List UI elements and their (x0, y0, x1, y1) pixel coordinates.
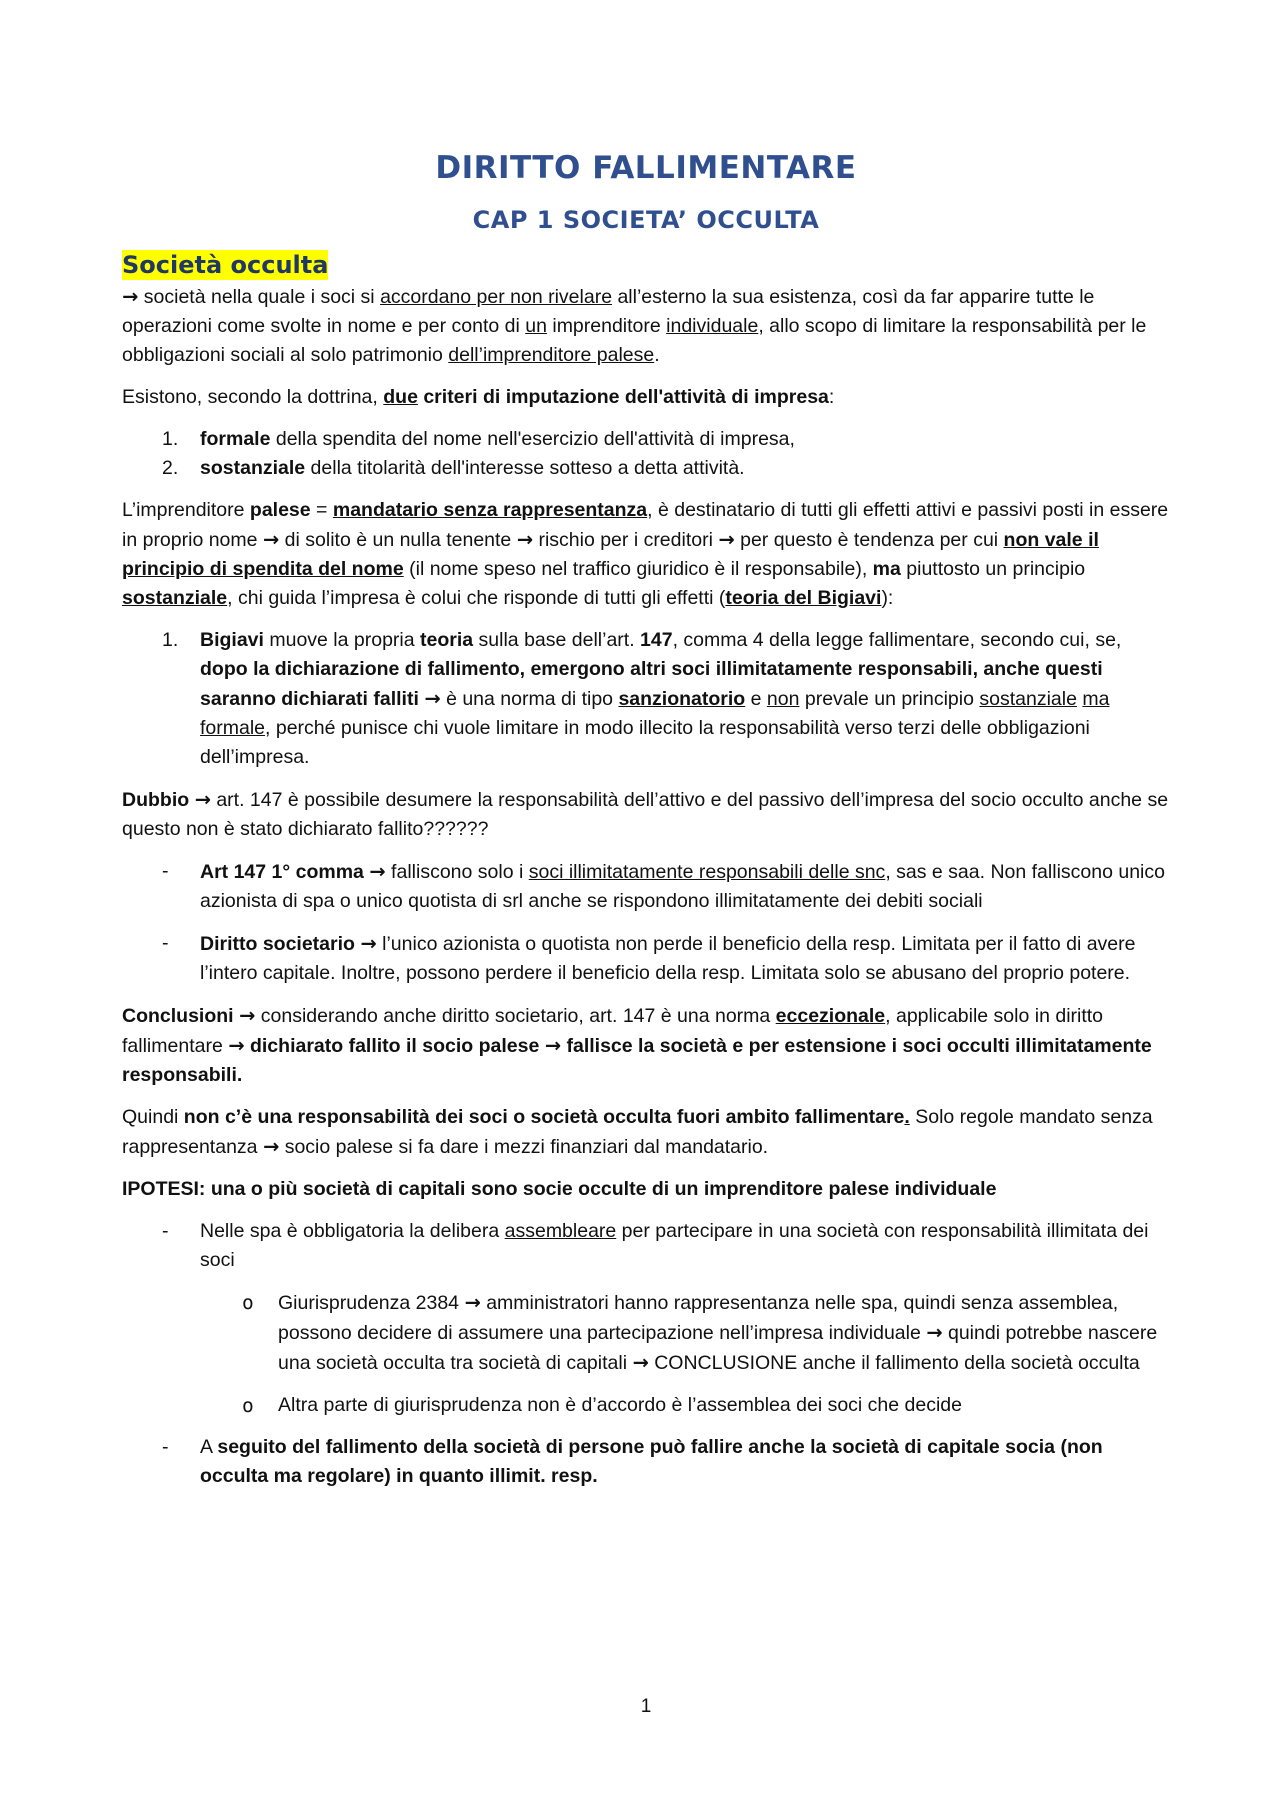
definition-paragraph: → società nella quale i soci si accordano per non rivelare all’esterno la sua esistenza, così da far apparire tutte le operazioni come svolte in nome e per conto di un imprenditore individuale, allo scopo di limitare la responsabilità per le obbligazioni sociali al solo patrimonio dell’imprenditore palese. (122, 285, 1147, 366)
dash-list (122, 857, 1170, 988)
arrow-right-icon: → (632, 1351, 649, 1374)
dubbio-paragraph: Dubbio → art. 147 è possibile desumere la responsabilità dell’attivo e del passivo dell’impresa del socio occulto anche se questo non è stato dichiarato fallito?????? (122, 788, 1169, 840)
arrow-right-icon: → (926, 1321, 943, 1344)
list-item: - A seguito del fallimento della società di persone può fallire anche la società di capitale socia (non occulta ma regolare) in quanto illimit. resp. (162, 1436, 1103, 1487)
arrow-right-icon: → (122, 285, 139, 308)
arrow-right-icon: → (369, 860, 386, 883)
list-item: - Nelle spa è obbligatoria la delibera assembleare per partecipare in una società con responsabilità illimitata dei soci o Giurisprudenza 2384 → amministratori hanno rappresentanza nelle spa, quindi senza assemblea, possono decidere di assumere una partecipazione nell’impresa individuale → quindi potrebbe nascere una società occulta tra società di capitali → CONCLUSIONE anche il fallimento della società occulta o Altra parte di giurisprudenza non è d’accordo è l’assemblea dei soci che decide (122, 1217, 1170, 1420)
arrow-right-icon: → (228, 1034, 245, 1057)
list-item: 2. sostanziale della titolarità dell'interesse sotteso a detta attività. (162, 457, 745, 479)
document-body (122, 250, 1170, 1504)
arrow-right-icon: → (718, 528, 735, 551)
conclusioni-paragraph: Conclusioni → considerando anche diritto societario, art. 147 è una norma eccezionale, applicabile solo in diritto fallimentare → dichiarato fallito il socio palese → fallisce la società e per estensione i soci occulti illimitatamente responsabili. (122, 1004, 1152, 1086)
list-item: - Diritto societario → l’unico azionista o quotista non perde il beneficio della resp. Limitata per il fatto di avere l’intero capitale. Inoltre, possono perdere il beneficio della resp. Limitata solo se abusano del proprio potere. (162, 932, 1136, 984)
document-title: DIRITTO FALLIMENTARE (435, 150, 857, 186)
arrow-right-icon: → (262, 528, 280, 551)
arrow-right-icon: → (262, 1135, 280, 1158)
arrow-right-icon: → (516, 528, 534, 551)
page-number: 1 (640, 1696, 652, 1717)
ipotesi-paragraph: IPOTESI: una o più società di capitali sono socie occulte di un imprenditore palese individuale (122, 1178, 997, 1200)
arrow-right-icon: → (239, 1004, 256, 1027)
chapter-subtitle: CAP 1 SOCIETA’ OCCULTA (472, 206, 820, 234)
sub-list-item: o Giurisprudenza 2384 → amministratori hanno rappresentanza nelle spa, quindi senza assemblea, possono decidere di assumere una partecipazione nell’impresa individuale → quindi potrebbe nascere una società occulta tra società di capitali → CONCLUSIONE anche il fallimento della società occulta (242, 1291, 1158, 1374)
list-item: 1. formale della spendita del nome nell'esercizio dell'attività di impresa, (162, 428, 795, 450)
criteria-list (122, 425, 1170, 483)
arrow-right-icon: → (194, 788, 211, 811)
arrow-right-icon: → (360, 932, 377, 955)
bigiavi-list (122, 626, 1170, 772)
ipotesi-list (122, 1217, 1170, 1491)
palese-paragraph: L’imprenditore palese = mandatario senza rappresentanza, è destinatario di tutti gli effetti attivi e passivi posti in essere in proprio nome → di solito è un nulla tenente → rischio per i creditori → per questo è tendenza per cui non vale il principio di spendita del nome (il nome speso nel traffico giuridico è il responsabile), ma piuttosto un principio sostanziale, chi guida l’impresa è colui che risponde di tutti gli effetti (teoria del Bigiavi): (122, 499, 1169, 609)
list-item: 1. Bigiavi muove la propria teoria sulla base dell’art. 147, comma 4 della legge fallimentare, secondo cui, se, dopo la dichiarazione di fallimento, emergono altri soci illimitatamente responsabili, anche questi saranno dichiarati falliti → è una norma di tipo sanzionatorio e non prevale un principio sostanziale ma formale, perché punisce chi vuole limitare in modo illecito la responsabilità verso terzi delle obbligazioni dell’impresa. (162, 629, 1122, 768)
criteria-paragraph: Esistono, secondo la dottrina, due criteri di imputazione dell'attività di impresa: (122, 386, 835, 408)
arrow-right-icon: → (464, 1291, 481, 1314)
sub-list (200, 1288, 1170, 1420)
sub-list-item: o Altra parte di giurisprudenza non è d’accordo è l’assemblea dei soci che decide (242, 1394, 962, 1417)
list-item: - Art 147 1° comma → falliscono solo i soci illimitatamente responsabili delle snc, sas e saa. Non falliscono unico azionista di spa o unico quotista di srl anche se rispondono illimitatamente dei debiti sociali (162, 860, 1165, 912)
section-heading: Società occulta (122, 251, 329, 279)
arrow-right-icon: → (544, 1034, 562, 1057)
arrow-right-icon: → (424, 687, 441, 710)
quindi-paragraph: Quindi non c’è una responsabilità dei soci o società occulta fuori ambito fallimentare. Solo regole mandato senza rappresentanza → socio palese si fa dare i mezzi finanziari dal mandatario. (122, 1106, 1153, 1158)
